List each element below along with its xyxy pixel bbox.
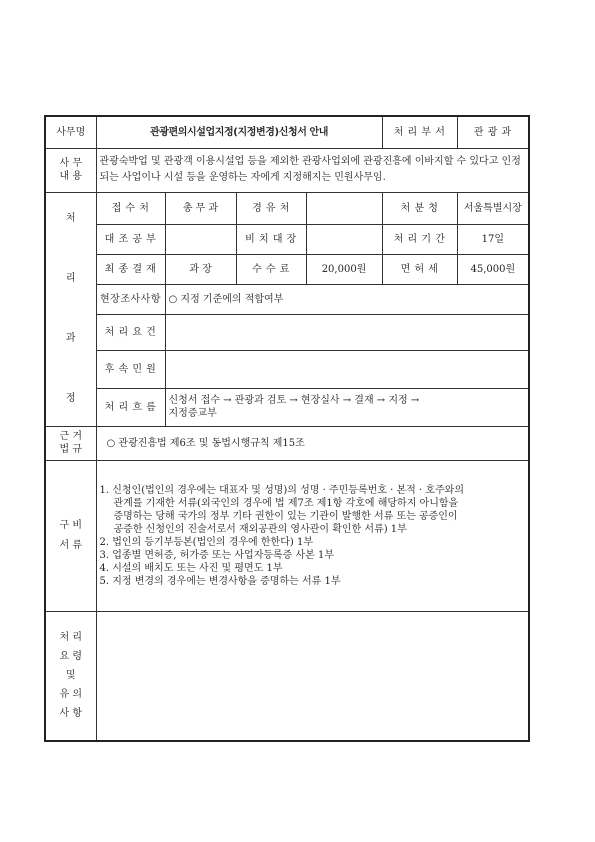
authority-value: 서울특별시장 [457,192,529,224]
ledger-value [165,224,236,254]
page-title: 관광편의시설업지정(지정변경)신청서 안내 [96,116,382,148]
dept-label: 처 리 부 서 [382,116,457,148]
office-label: 사무명 [45,116,96,148]
flow-line-1: 신청서 접수 → 관광과 검토 → 현장실사 → 결재 → 지정 → [168,395,420,406]
guide-form-table [44,115,530,742]
followup-value [165,350,529,388]
flow-line-2: 지정증교부 [168,408,217,419]
authority-label: 처 분 청 [382,192,457,224]
document-item-1-line-2: 관계를 기재한 서류(외국인의 경우에 법 제7조 제1항 각호에 해당하지 아니함을 [113,497,459,509]
inspection-value: ○ 지정 기준에의 적합여부 [165,284,529,314]
fee-value: 20,000원 [306,254,382,284]
fee-label: 수 수 료 [236,254,306,284]
process-label: 처 리 과 정 [45,192,96,426]
inspection-label: 현장조사사항 [96,284,165,314]
period-label: 처 리 기 간 [382,224,457,254]
duty-text: 관광숙박업 및 관광객 이용시설업 등을 제외한 관광사업외에 관광진흥에 이바지할 수 있다고 인정되는 사업이나 시설 등을 운영하는 자에게 지정해지는 민원사무임. [96,148,529,192]
document-item-1-line-3: 증명하는 당해 국가의 정부 기타 권한이 있는 기관이 발행한 서류 또는 공증인이 [113,510,458,522]
approval-value: 과 장 [165,254,236,284]
via-label: 경 유 처 [236,192,306,224]
notes-label: 처 리 요 령 및 유 의 사 항 [45,611,96,741]
receipt-label: 접 수 처 [96,192,165,224]
documents-label: 구 비 서 류 [45,460,96,611]
duty-label: 사 무 내 용 [45,148,96,192]
notes-text [96,611,529,741]
via-value [306,192,382,224]
flow-value [165,388,529,426]
register-label: 비 치 대 장 [236,224,306,254]
condition-value [165,314,529,350]
ledger-label: 대 조 공 부 [96,224,165,254]
license-tax-value: 45,000원 [457,254,529,284]
dept-value: 관 광 과 [457,116,529,148]
document-item-3: 3. 업종별 면허증, 허가증 또는 사업자등록증 사본 1부 [99,549,335,561]
documents-list [96,460,529,611]
license-tax-label: 면 허 세 [382,254,457,284]
receipt-value: 총 무 과 [165,192,236,224]
document-item-1-line-4: 공증한 신청인의 진술서로서 재외공관의 영사관이 확인한 서류) 1부 [113,523,407,535]
register-value [306,224,382,254]
document-item-4: 4. 시설의 배치도 또는 사진 및 평면도 1부 [99,562,283,574]
flow-label: 처 리 흐 름 [96,388,165,426]
law-text: ○ 관광진흥법 제6조 및 동법시행규칙 제15조 [96,426,529,460]
followup-label: 후 속 민 원 [96,350,165,388]
document-item-2: 2. 법인의 등기부등본(법인의 경우에 한한다) 1부 [99,536,313,548]
document-item-1: 1. 신청인(법인의 경우에는 대표자 및 성명)의 성명 · 주민등록번호 · 본적 · 호주와의 [99,484,464,496]
document-item-5: 5. 지정 변경의 경우에는 변경사항을 증명하는 서류 1부 [99,575,341,587]
condition-label: 처 리 요 건 [96,314,165,350]
approval-label: 최 종 결 재 [96,254,165,284]
law-label: 근 거 법 규 [45,426,96,460]
period-value: 17일 [457,224,529,254]
